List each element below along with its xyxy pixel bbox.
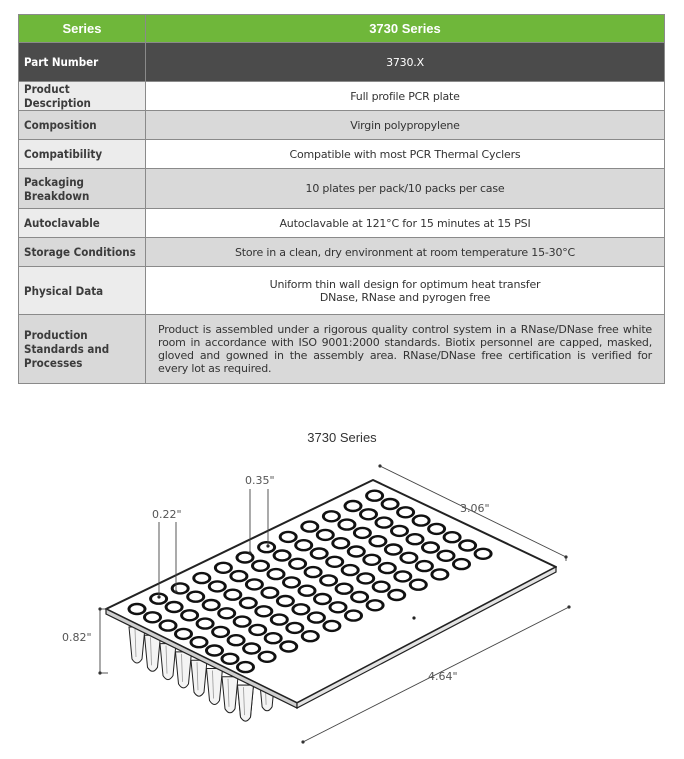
well-opening bbox=[177, 630, 190, 638]
well-opening bbox=[251, 626, 264, 634]
well-opening bbox=[307, 568, 320, 576]
well-opening bbox=[356, 529, 369, 537]
reference-dot bbox=[412, 616, 415, 619]
row-label: Product Description bbox=[19, 82, 146, 111]
well-opening bbox=[205, 601, 218, 609]
table-row bbox=[19, 267, 665, 315]
well-opening bbox=[353, 593, 366, 601]
header-series-name: 3730 Series bbox=[146, 15, 665, 43]
table-row bbox=[19, 111, 665, 140]
figure-title: 3730 Series bbox=[307, 430, 377, 445]
table-row bbox=[19, 82, 665, 111]
well-opening bbox=[297, 541, 310, 549]
well-opening bbox=[477, 550, 490, 558]
well-opening bbox=[325, 622, 338, 630]
well-opening bbox=[301, 587, 314, 595]
row-value: Virgin polypropylene bbox=[146, 111, 665, 140]
well-opening bbox=[387, 546, 400, 554]
well-opening bbox=[248, 581, 261, 589]
well-opening bbox=[316, 595, 329, 603]
well-opening bbox=[418, 562, 431, 570]
well-opening bbox=[347, 502, 360, 510]
well-opening bbox=[365, 556, 378, 564]
well-opening bbox=[146, 614, 159, 622]
well-opening bbox=[415, 517, 428, 525]
well-opening bbox=[195, 574, 208, 582]
well-opening bbox=[199, 620, 212, 628]
dim-length: 4.64" bbox=[428, 670, 458, 683]
tube bbox=[160, 644, 176, 680]
physical-data-line-2: DNase, RNase and pyrogen free bbox=[319, 290, 491, 304]
well-opening bbox=[340, 521, 353, 529]
well-opening bbox=[183, 612, 196, 620]
well-opening bbox=[362, 511, 375, 519]
well-opening bbox=[232, 572, 245, 580]
well-opening bbox=[430, 525, 443, 533]
well-opening bbox=[226, 591, 239, 599]
row-value: Store in a clean, dry environment at room temperature 15-30°C bbox=[146, 238, 665, 267]
well-opening bbox=[381, 564, 394, 572]
well-opening bbox=[168, 603, 181, 611]
row-label: Physical Data bbox=[19, 267, 146, 315]
well-opening bbox=[378, 519, 391, 527]
well-opening bbox=[211, 583, 224, 591]
well-opening bbox=[230, 636, 243, 644]
well-opening bbox=[424, 544, 437, 552]
spec-table bbox=[18, 14, 665, 384]
well-opening bbox=[288, 624, 301, 632]
row-label: Production Standards and Processes bbox=[19, 315, 146, 384]
row-label: Composition bbox=[19, 111, 146, 140]
row-value: 3730.X bbox=[146, 43, 665, 82]
well-opening bbox=[267, 634, 280, 642]
pcr-plate-diagram bbox=[0, 455, 684, 755]
well-opening bbox=[254, 562, 267, 570]
table-row bbox=[19, 169, 665, 209]
row-value: Product is assembled under a rigorous quality control system in a RNase/DNase free white room in accordance with ISO 9001:2000 standards. Biotix personnel are capped, masked, gloved and gowned in the assembly area. RNase/DNase free certification is verified for every lot as required. bbox=[146, 315, 665, 384]
tube bbox=[207, 669, 223, 705]
well-opening bbox=[399, 509, 412, 517]
well-opening bbox=[412, 581, 425, 589]
well-opening bbox=[291, 560, 304, 568]
well-opening bbox=[270, 570, 283, 578]
well-opening bbox=[260, 543, 273, 551]
dim-well-spacing: 0.35" bbox=[245, 474, 275, 487]
well-opening bbox=[239, 663, 252, 671]
well-opening bbox=[285, 579, 298, 587]
well-opening bbox=[189, 593, 202, 601]
well-opening bbox=[332, 604, 345, 612]
well-opening bbox=[282, 533, 295, 541]
well-opening bbox=[220, 610, 233, 618]
well-opening bbox=[319, 531, 332, 539]
well-opening bbox=[279, 597, 292, 605]
well-opening bbox=[310, 614, 323, 622]
physical-data-line-1: Uniform thin wall design for optimum heat transfer bbox=[269, 277, 541, 291]
dim-width: 3.06" bbox=[460, 502, 490, 515]
well-opening bbox=[402, 554, 415, 562]
well-opening bbox=[446, 533, 459, 541]
well-opening bbox=[455, 560, 468, 568]
well-opening bbox=[242, 599, 255, 607]
header-series: Series bbox=[19, 15, 146, 43]
well-opening bbox=[263, 589, 276, 597]
well-opening bbox=[162, 622, 175, 630]
well-opening bbox=[261, 653, 274, 661]
well-opening bbox=[390, 591, 403, 599]
well-opening bbox=[375, 583, 388, 591]
well-opening bbox=[217, 564, 230, 572]
tube bbox=[176, 652, 192, 688]
well-opening bbox=[224, 655, 237, 663]
well-opening bbox=[208, 647, 221, 655]
well-opening bbox=[368, 492, 381, 500]
well-opening bbox=[369, 602, 382, 610]
table-row bbox=[19, 140, 665, 169]
well-opening bbox=[214, 628, 227, 636]
row-label: Autoclavable bbox=[19, 209, 146, 238]
well-opening bbox=[433, 571, 446, 579]
well-opening bbox=[294, 606, 307, 614]
row-value bbox=[146, 267, 665, 315]
table-row bbox=[19, 238, 665, 267]
well-opening bbox=[347, 612, 360, 620]
tube bbox=[191, 660, 207, 696]
well-opening bbox=[304, 632, 317, 640]
row-label: Compatibility bbox=[19, 140, 146, 169]
row-value: Full profile PCR plate bbox=[146, 82, 665, 111]
well-opening bbox=[236, 618, 249, 626]
well-opening bbox=[384, 500, 397, 508]
well-opening bbox=[359, 575, 372, 583]
row-value: Compatible with most PCR Thermal Cyclers bbox=[146, 140, 665, 169]
table-row bbox=[19, 209, 665, 238]
well-opening bbox=[396, 573, 409, 581]
tube bbox=[238, 685, 254, 721]
well-opening bbox=[131, 605, 144, 613]
table-header-row bbox=[19, 15, 665, 43]
well-opening bbox=[282, 643, 295, 651]
well-opening bbox=[334, 539, 347, 547]
well-opening bbox=[322, 577, 335, 585]
well-opening bbox=[303, 523, 316, 531]
well-opening bbox=[371, 537, 384, 545]
well-opening bbox=[338, 585, 351, 593]
well-opening bbox=[409, 535, 422, 543]
table-row bbox=[19, 315, 665, 384]
row-label: Packaging Breakdown bbox=[19, 169, 146, 209]
well-opening bbox=[350, 548, 363, 556]
well-opening bbox=[440, 552, 453, 560]
well-opening bbox=[328, 558, 341, 566]
well-opening bbox=[273, 616, 286, 624]
tube bbox=[222, 677, 238, 713]
well-opening bbox=[313, 550, 326, 558]
tube bbox=[145, 635, 161, 671]
well-opening bbox=[276, 552, 289, 560]
well-opening bbox=[344, 566, 357, 574]
row-label: Part Number bbox=[19, 43, 146, 82]
row-label: Storage Conditions bbox=[19, 238, 146, 267]
dim-height: 0.82" bbox=[62, 631, 92, 644]
well-opening bbox=[461, 542, 474, 550]
well-opening bbox=[245, 645, 258, 653]
table-row bbox=[19, 43, 665, 82]
row-value: 10 plates per pack/10 packs per case bbox=[146, 169, 665, 209]
dim-well-diameter: 0.22" bbox=[152, 508, 182, 521]
well-opening bbox=[193, 638, 206, 646]
well-opening bbox=[325, 513, 338, 521]
well-opening bbox=[239, 554, 252, 562]
well-opening bbox=[257, 608, 270, 616]
row-value: Autoclavable at 121°C for 15 minutes at 15 PSI bbox=[146, 209, 665, 238]
well-opening bbox=[393, 527, 406, 535]
